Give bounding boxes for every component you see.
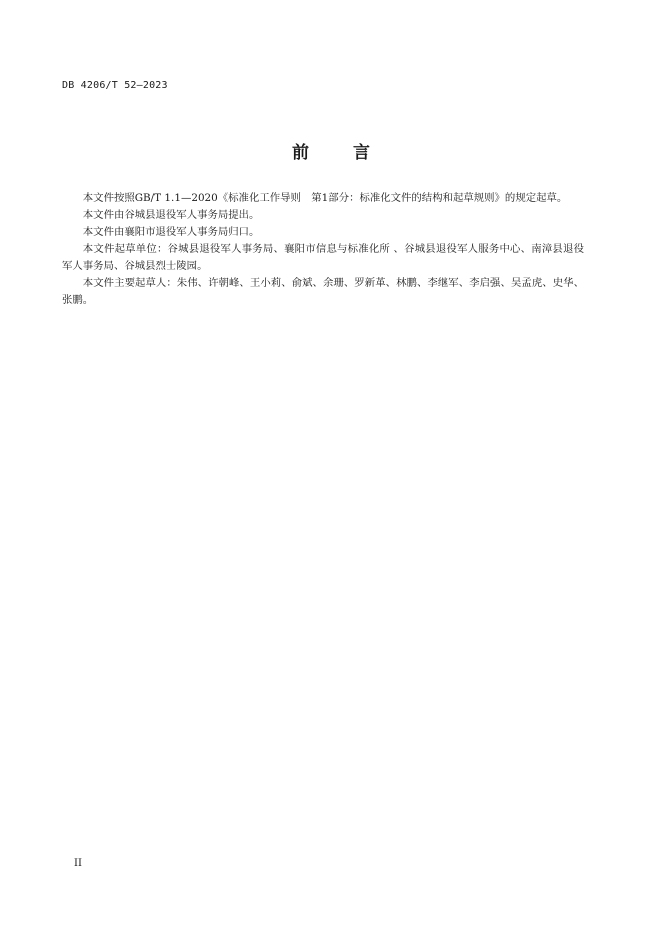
title-char-1: 前 bbox=[292, 143, 309, 163]
paragraph-proposer: 本文件由谷城县退役军人事务局提出。 bbox=[82, 209, 260, 221]
page-number: II bbox=[74, 858, 82, 869]
paragraph-standard-basis: 本文件按照GB/T 1.1—2020《标准化工作导则 第1部分：标准化文件的结构和起草规则》的规定起草。 bbox=[82, 192, 568, 204]
paragraph-drafters: 本文件主要起草人：朱伟、许朝峰、王小莉、俞斌、余珊、罗新革、林鹏、李继军、李启强、吴孟虎、史华、张鹏。 bbox=[62, 277, 584, 306]
foreword-body bbox=[62, 190, 584, 309]
paragraph-administrator: 本文件由襄阳市退役军人事务局归口。 bbox=[82, 226, 260, 238]
document-code: DB 4206/T 52—2023 bbox=[62, 80, 168, 91]
section-title bbox=[0, 138, 662, 163]
title-char-2: 言 bbox=[353, 143, 370, 163]
paragraph-drafting-units: 本文件起草单位：谷城县退役军人事务局、襄阳市信息与标准化所 、谷城县退役军人服务中心、南漳县退役军人事务局、谷城县烈士陵园。 bbox=[62, 243, 584, 272]
